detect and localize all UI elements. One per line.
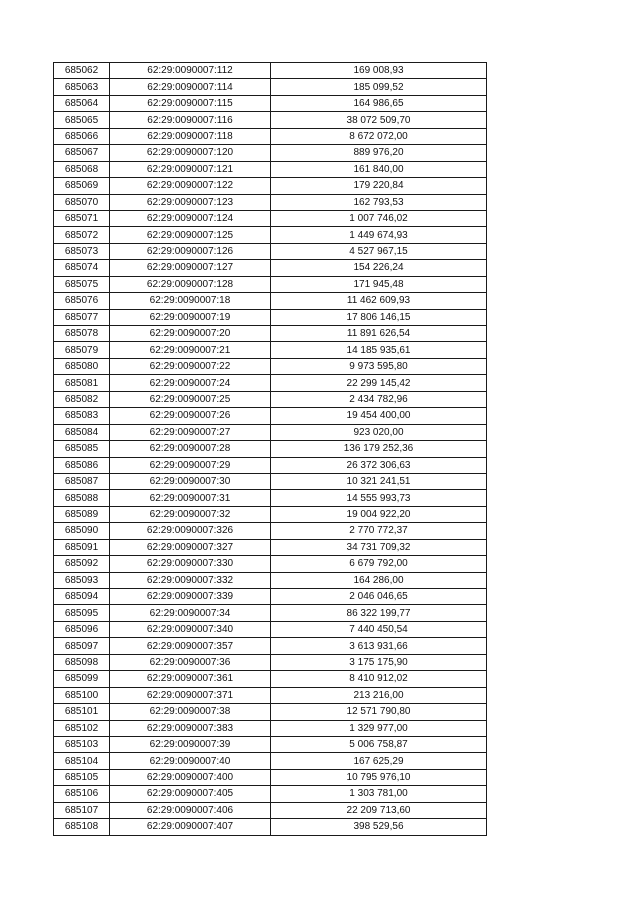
cadastral-value-cell: 1 449 674,93	[271, 227, 487, 243]
cadastral-number-cell: 62:29:0090007:18	[110, 293, 271, 309]
table-row	[54, 375, 487, 391]
table-row	[54, 671, 487, 687]
row-number-cell: 685066	[54, 128, 110, 144]
cadastral-value-cell: 8 410 912,02	[271, 671, 487, 687]
table-row	[54, 194, 487, 210]
cadastral-number-cell: 62:29:0090007:28	[110, 441, 271, 457]
cadastral-value-cell: 22 299 145,42	[271, 375, 487, 391]
row-number-cell: 685078	[54, 326, 110, 342]
cadastral-value-cell: 14 555 993,73	[271, 490, 487, 506]
cadastral-value-cell: 11 462 609,93	[271, 293, 487, 309]
cadastral-value-cell: 136 179 252,36	[271, 441, 487, 457]
table-row	[54, 178, 487, 194]
table-row	[54, 326, 487, 342]
cadastral-value-cell: 8 672 072,00	[271, 128, 487, 144]
cadastral-value-cell: 167 625,29	[271, 753, 487, 769]
row-number-cell: 685101	[54, 704, 110, 720]
cadastral-number-cell: 62:29:0090007:371	[110, 687, 271, 703]
table-row	[54, 687, 487, 703]
cadastral-value-cell: 179 220,84	[271, 178, 487, 194]
cadastral-value-cell: 11 891 626,54	[271, 326, 487, 342]
cadastral-value-cell: 38 072 509,70	[271, 112, 487, 128]
cadastral-value-cell: 185 099,52	[271, 79, 487, 95]
table-row	[54, 293, 487, 309]
cadastral-value-cell: 1 329 977,00	[271, 720, 487, 736]
row-number-cell: 685062	[54, 63, 110, 79]
row-number-cell: 685076	[54, 293, 110, 309]
cadastral-value-cell: 7 440 450,54	[271, 621, 487, 637]
row-number-cell: 685063	[54, 79, 110, 95]
row-number-cell: 685093	[54, 572, 110, 588]
cadastral-value-cell: 6 679 792,00	[271, 556, 487, 572]
cadastral-value-cell: 9 973 595,80	[271, 358, 487, 374]
table-row	[54, 736, 487, 752]
cadastral-number-cell: 62:29:0090007:326	[110, 523, 271, 539]
row-number-cell: 685068	[54, 161, 110, 177]
cadastral-value-cell: 14 185 935,61	[271, 342, 487, 358]
cadastral-value-cell: 3 613 931,66	[271, 638, 487, 654]
row-number-cell: 685081	[54, 375, 110, 391]
cadastral-value-cell: 86 322 199,77	[271, 605, 487, 621]
cadastral-value-cell: 889 976,20	[271, 145, 487, 161]
table-row	[54, 408, 487, 424]
cadastral-number-cell: 62:29:0090007:114	[110, 79, 271, 95]
row-number-cell: 685089	[54, 506, 110, 522]
cadastral-value-cell: 1 007 746,02	[271, 210, 487, 226]
row-number-cell: 685084	[54, 424, 110, 440]
table-row	[54, 358, 487, 374]
table-row	[54, 556, 487, 572]
cadastral-number-cell: 62:29:0090007:124	[110, 210, 271, 226]
table-row	[54, 342, 487, 358]
row-number-cell: 685107	[54, 802, 110, 818]
cadastral-number-cell: 62:29:0090007:127	[110, 260, 271, 276]
cadastral-value-cell: 164 986,65	[271, 95, 487, 111]
row-number-cell: 685092	[54, 556, 110, 572]
cadastral-value-cell: 10 795 976,10	[271, 769, 487, 785]
cadastral-value-cell: 19 004 922,20	[271, 506, 487, 522]
table-row	[54, 720, 487, 736]
row-number-cell: 685096	[54, 621, 110, 637]
cadastral-number-cell: 62:29:0090007:25	[110, 391, 271, 407]
row-number-cell: 685080	[54, 358, 110, 374]
cadastral-number-cell: 62:29:0090007:120	[110, 145, 271, 161]
cadastral-value-cell: 398 529,56	[271, 819, 487, 835]
row-number-cell: 685067	[54, 145, 110, 161]
cadastral-number-cell: 62:29:0090007:339	[110, 589, 271, 605]
table-row	[54, 457, 487, 473]
cadastral-value-cell: 4 527 967,15	[271, 243, 487, 259]
cadastral-number-cell: 62:29:0090007:122	[110, 178, 271, 194]
row-number-cell: 685091	[54, 539, 110, 555]
cadastral-number-cell: 62:29:0090007:30	[110, 473, 271, 489]
row-number-cell: 685090	[54, 523, 110, 539]
table-row	[54, 441, 487, 457]
cadastral-number-cell: 62:29:0090007:38	[110, 704, 271, 720]
cadastral-number-cell: 62:29:0090007:31	[110, 490, 271, 506]
cadastral-value-cell: 22 209 713,60	[271, 802, 487, 818]
cadastral-number-cell: 62:29:0090007:407	[110, 819, 271, 835]
cadastral-value-cell: 12 571 790,80	[271, 704, 487, 720]
cadastral-number-cell: 62:29:0090007:406	[110, 802, 271, 818]
cadastral-number-cell: 62:29:0090007:405	[110, 786, 271, 802]
cadastral-number-cell: 62:29:0090007:32	[110, 506, 271, 522]
table-row	[54, 63, 487, 79]
cadastral-number-cell: 62:29:0090007:123	[110, 194, 271, 210]
table-row	[54, 572, 487, 588]
cadastral-number-cell: 62:29:0090007:34	[110, 605, 271, 621]
table-row	[54, 539, 487, 555]
cadastral-value-cell: 161 840,00	[271, 161, 487, 177]
cadastral-number-cell: 62:29:0090007:357	[110, 638, 271, 654]
cadastral-number-cell: 62:29:0090007:128	[110, 276, 271, 292]
cadastral-value-cell: 10 321 241,51	[271, 473, 487, 489]
table-row	[54, 605, 487, 621]
table-row	[54, 145, 487, 161]
row-number-cell: 685064	[54, 95, 110, 111]
row-number-cell: 685073	[54, 243, 110, 259]
cadastral-number-cell: 62:29:0090007:400	[110, 769, 271, 785]
table-row	[54, 769, 487, 785]
cadastral-number-cell: 62:29:0090007:19	[110, 309, 271, 325]
table-row	[54, 704, 487, 720]
row-number-cell: 685086	[54, 457, 110, 473]
row-number-cell: 685094	[54, 589, 110, 605]
cadastral-value-table	[53, 62, 487, 836]
cadastral-number-cell: 62:29:0090007:20	[110, 326, 271, 342]
cadastral-number-cell: 62:29:0090007:383	[110, 720, 271, 736]
row-number-cell: 685105	[54, 769, 110, 785]
table-row	[54, 638, 487, 654]
row-number-cell: 685077	[54, 309, 110, 325]
row-number-cell: 685087	[54, 473, 110, 489]
table-row	[54, 473, 487, 489]
row-number-cell: 685083	[54, 408, 110, 424]
row-number-cell: 685085	[54, 441, 110, 457]
cadastral-number-cell: 62:29:0090007:116	[110, 112, 271, 128]
cadastral-number-cell: 62:29:0090007:112	[110, 63, 271, 79]
row-number-cell: 685071	[54, 210, 110, 226]
row-number-cell: 685102	[54, 720, 110, 736]
cadastral-value-cell: 162 793,53	[271, 194, 487, 210]
row-number-cell: 685108	[54, 819, 110, 835]
cadastral-value-cell: 169 008,93	[271, 63, 487, 79]
table-row	[54, 506, 487, 522]
table-row	[54, 621, 487, 637]
table-row	[54, 79, 487, 95]
table-row	[54, 260, 487, 276]
cadastral-number-cell: 62:29:0090007:361	[110, 671, 271, 687]
table-row	[54, 391, 487, 407]
table-row	[54, 276, 487, 292]
row-number-cell: 685088	[54, 490, 110, 506]
cadastral-number-cell: 62:29:0090007:36	[110, 654, 271, 670]
row-number-cell: 685070	[54, 194, 110, 210]
cadastral-number-cell: 62:29:0090007:39	[110, 736, 271, 752]
cadastral-value-cell: 1 303 781,00	[271, 786, 487, 802]
cadastral-number-cell: 62:29:0090007:115	[110, 95, 271, 111]
row-number-cell: 685065	[54, 112, 110, 128]
table-row	[54, 786, 487, 802]
cadastral-number-cell: 62:29:0090007:29	[110, 457, 271, 473]
row-number-cell: 685072	[54, 227, 110, 243]
row-number-cell: 685079	[54, 342, 110, 358]
table-row	[54, 802, 487, 818]
table-row	[54, 424, 487, 440]
row-number-cell: 685074	[54, 260, 110, 276]
table-body	[54, 63, 487, 836]
row-number-cell: 685082	[54, 391, 110, 407]
table-row	[54, 309, 487, 325]
cadastral-value-cell: 26 372 306,63	[271, 457, 487, 473]
table-row	[54, 112, 487, 128]
table-row	[54, 243, 487, 259]
table-row	[54, 128, 487, 144]
row-number-cell: 685106	[54, 786, 110, 802]
cadastral-value-cell: 2 434 782,96	[271, 391, 487, 407]
cadastral-number-cell: 62:29:0090007:332	[110, 572, 271, 588]
cadastral-number-cell: 62:29:0090007:40	[110, 753, 271, 769]
cadastral-number-cell: 62:29:0090007:330	[110, 556, 271, 572]
row-number-cell: 685103	[54, 736, 110, 752]
cadastral-number-cell: 62:29:0090007:21	[110, 342, 271, 358]
table-row	[54, 161, 487, 177]
cadastral-value-cell: 171 945,48	[271, 276, 487, 292]
cadastral-number-cell: 62:29:0090007:22	[110, 358, 271, 374]
table-row	[54, 490, 487, 506]
cadastral-number-cell: 62:29:0090007:121	[110, 161, 271, 177]
row-number-cell: 685095	[54, 605, 110, 621]
row-number-cell: 685100	[54, 687, 110, 703]
table-row	[54, 227, 487, 243]
cadastral-number-cell: 62:29:0090007:126	[110, 243, 271, 259]
table-row	[54, 523, 487, 539]
table-row	[54, 654, 487, 670]
cadastral-value-cell: 5 006 758,87	[271, 736, 487, 752]
table-row	[54, 589, 487, 605]
cadastral-value-cell: 154 226,24	[271, 260, 487, 276]
cadastral-number-cell: 62:29:0090007:24	[110, 375, 271, 391]
cadastral-value-cell: 213 216,00	[271, 687, 487, 703]
cadastral-value-cell: 17 806 146,15	[271, 309, 487, 325]
cadastral-value-cell: 2 770 772,37	[271, 523, 487, 539]
cadastral-value-cell: 164 286,00	[271, 572, 487, 588]
row-number-cell: 685098	[54, 654, 110, 670]
cadastral-number-cell: 62:29:0090007:327	[110, 539, 271, 555]
cadastral-number-cell: 62:29:0090007:27	[110, 424, 271, 440]
table-row	[54, 753, 487, 769]
cadastral-value-cell: 34 731 709,32	[271, 539, 487, 555]
table-row	[54, 819, 487, 835]
table-row	[54, 210, 487, 226]
row-number-cell: 685097	[54, 638, 110, 654]
cadastral-value-cell: 3 175 175,90	[271, 654, 487, 670]
row-number-cell: 685075	[54, 276, 110, 292]
row-number-cell: 685104	[54, 753, 110, 769]
cadastral-value-cell: 2 046 046,65	[271, 589, 487, 605]
cadastral-number-cell: 62:29:0090007:125	[110, 227, 271, 243]
cadastral-value-cell: 923 020,00	[271, 424, 487, 440]
table-row	[54, 95, 487, 111]
cadastral-number-cell: 62:29:0090007:26	[110, 408, 271, 424]
cadastral-value-cell: 19 454 400,00	[271, 408, 487, 424]
cadastral-number-cell: 62:29:0090007:118	[110, 128, 271, 144]
row-number-cell: 685099	[54, 671, 110, 687]
cadastral-number-cell: 62:29:0090007:340	[110, 621, 271, 637]
row-number-cell: 685069	[54, 178, 110, 194]
